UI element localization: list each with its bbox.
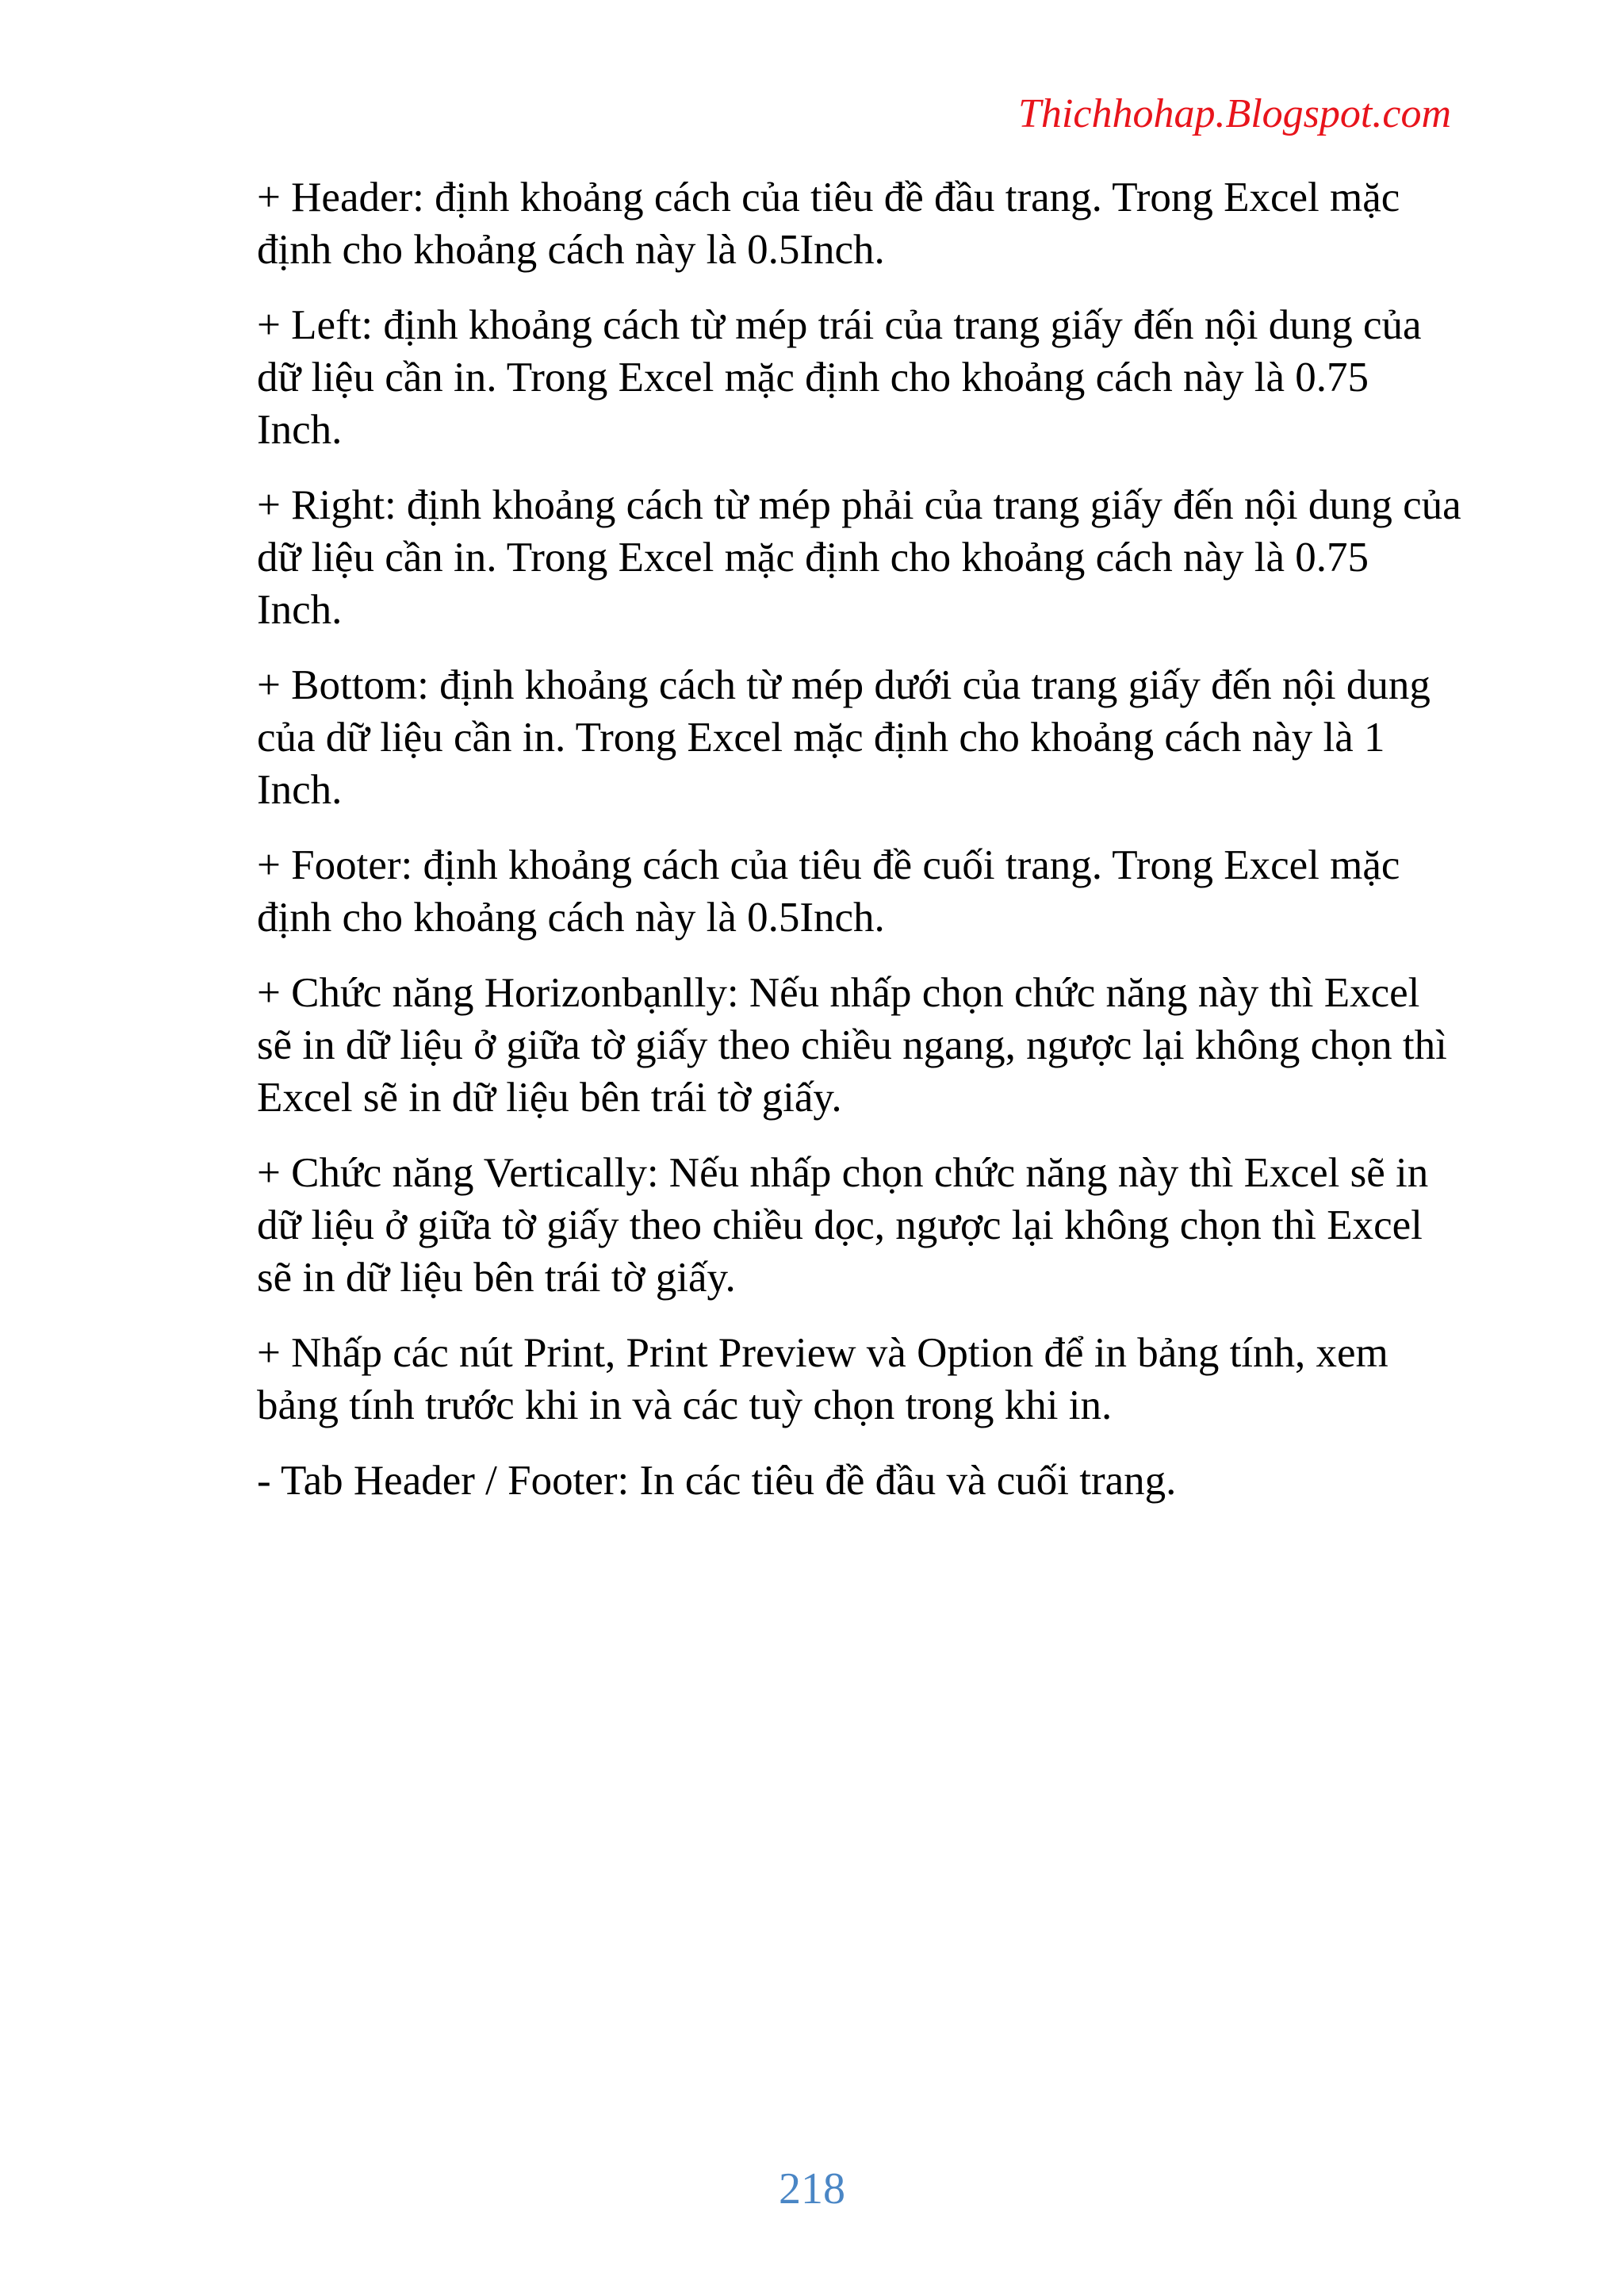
paragraph-vertically: + Chức năng Vertically: Nếu nhấp chọn chức năng này thì Excel sẽ in dữ liệu ở giữa tờ giấy theo chiều dọc, ngược lại không chọn thì Excel sẽ in dữ liệu bên trái tờ giấy. [257,1150,1429,1301]
paragraph-print-buttons: + Nhấp các nút Print, Print Preview và Option để in bảng tính, xem bảng tính trước khi in và các tuỳ chọn trong khi in. [257,1330,1388,1428]
page-number: 218 [779,2164,845,2214]
paragraph-footer-margin: + Footer: định khoảng cách của tiêu đề cuối trang. Trong Excel mặc định cho khoảng cách này là 0.5Inch. [257,842,1400,941]
paragraph-bottom-margin: + Bottom: định khoảng cách từ mép dưới của trang giấy đến nội dung của dữ liệu cần in. Trong Excel mặc định cho khoảng cách này là 1 Inch. [257,662,1431,813]
paragraph-horizontally: + Chức năng Horizonbạnlly: Nếu nhấp chọn chức năng này thì Excel sẽ in dữ liệu ở giữa tờ giấy theo chiều ngang, ngược lại không chọn thì Excel sẽ in dữ liệu bên trái tờ giấy. [257,970,1447,1121]
site-name-header: Thichhohap.Blogspot.com [1018,91,1451,136]
paragraph-left-margin: + Left: định khoảng cách từ mép trái của trang giấy đến nội dung của dữ liệu cần in. Trong Excel mặc định cho khoảng cách này là 0.75 Inch. [257,302,1422,453]
body-text [257,171,1462,1530]
paragraph-header-footer-tab: - Tab Header / Footer: In các tiêu đề đầu và cuối trang. [257,1458,1177,1504]
paragraph-right-margin: + Right: định khoảng cách từ mép phải của trang giấy đến nội dung của dữ liệu cần in. Trong Excel mặc định cho khoảng cách này là 0.75 Inch. [257,482,1461,633]
paragraph-header-margin: + Header: định khoảng cách của tiêu đề đầu trang. Trong Excel mặc định cho khoảng cách này là 0.5Inch. [257,174,1400,273]
